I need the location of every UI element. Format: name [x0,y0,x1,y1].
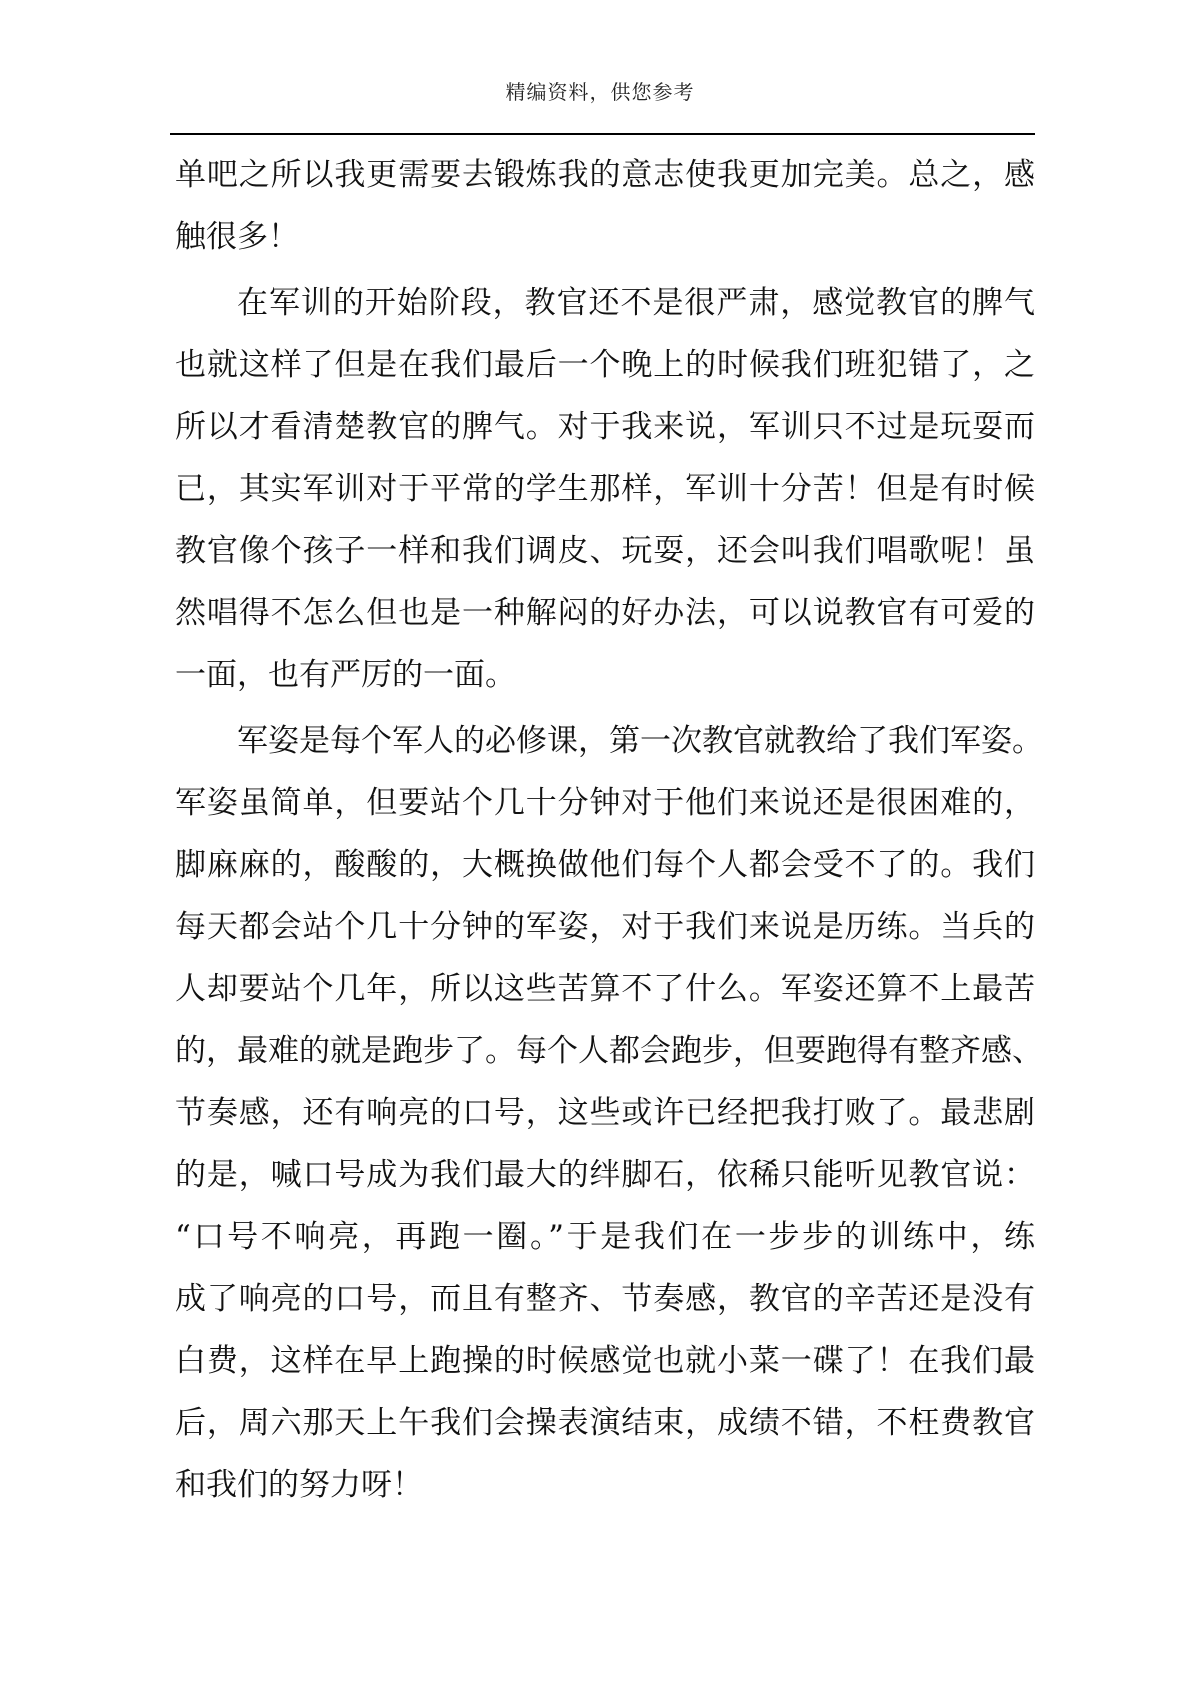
text-line: 一面，也有严厉的一面。 [175,657,516,693]
paragraph-1 [175,144,1035,268]
text-line: 每天都会站个几十分钟的军姿，对于我们来说是历练。当兵的 [175,909,1035,945]
text-line: 成了响亮的口号，而且有整齐、节奏感，教官的辛苦还是没有 [175,1281,1035,1317]
text-line: 已，其实军训对于平常的学生那样，军训十分苦！但是有时候 [175,471,1035,507]
text-line: 军姿是每个军人的必修课，第一次教官就教给了我们军姿。 [237,723,1043,759]
paragraph-2 [175,272,1035,706]
text-line: 节奏感，还有响亮的口号，这些或许已经把我打败了。最悲剧 [175,1095,1035,1131]
text-line: 后，周六那天上午我们会操表演结束，成绩不错，不枉费教官 [175,1405,1035,1441]
text-line: 脚麻麻的，酸酸的，大概换做他们每个人都会受不了的。我们 [175,847,1035,883]
text-line: 所以才看清楚教官的脾气。对于我来说，军训只不过是玩耍而 [175,409,1035,445]
text-line: 然唱得不怎么但也是一种解闷的好办法，可以说教官有可爱的 [175,595,1035,631]
header-divider [170,133,1035,135]
text-line: 教官像个孩子一样和我们调皮、玩耍，还会叫我们唱歌呢！虽 [175,533,1035,569]
text-line: 白费，这样在早上跑操的时候感觉也就小菜一碟了！在我们最 [175,1343,1035,1379]
text-line: 和我们的努力呀！ [175,1467,423,1503]
text-line: 军姿虽简单，但要站个几十分钟对于他们来说还是很困难的， [175,785,1035,821]
page-header: 精编资料，供您参考 [505,80,695,104]
text-line: 的，最难的就是跑步了。每个人都会跑步，但要跑得有整齐感、 [175,1033,1043,1069]
text-line: 的是，喊口号成为我们最大的绊脚石，依稀只能听见教官说： [175,1157,1035,1193]
text-line: 单吧之所以我更需要去锻炼我的意志使我更加完美。总之，感 [175,157,1035,193]
text-line: 也就这样了但是在我们最后一个晚上的时候我们班犯错了，之 [175,347,1035,383]
document-body [175,144,1043,1516]
text-line: 在军训的开始阶段，教官还不是很严肃，感觉教官的脾气 [237,285,1035,321]
text-line: “口号不响亮，再跑一圈。”于是我们在一步步的训练中，练 [175,1219,1035,1255]
paragraph-3 [175,710,1043,1516]
text-line: 人却要站个几年，所以这些苦算不了什么。军姿还算不上最苦 [175,971,1035,1007]
text-line: 触很多！ [175,219,299,255]
